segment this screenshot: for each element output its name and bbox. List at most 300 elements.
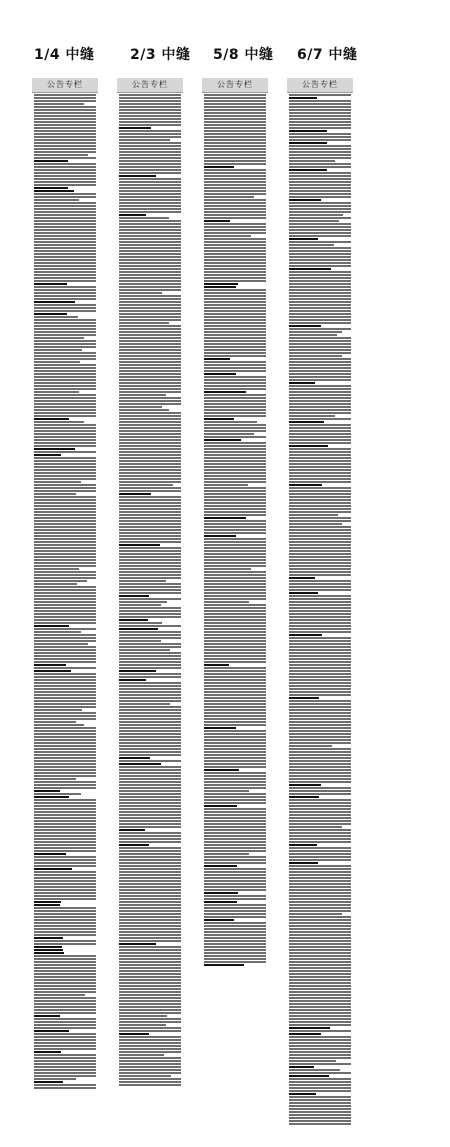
fine-print-line xyxy=(119,421,181,423)
fine-print-line xyxy=(34,775,96,777)
fine-print-line xyxy=(119,370,181,372)
fine-print-line xyxy=(34,532,96,534)
fine-print-line xyxy=(34,337,84,339)
fine-print-line xyxy=(289,568,351,570)
fine-print-line xyxy=(119,892,181,894)
fine-print-line xyxy=(204,643,266,645)
fine-print-line xyxy=(204,583,266,585)
fine-print-line xyxy=(289,676,351,678)
fine-print-line xyxy=(34,517,96,519)
fine-print-line xyxy=(34,841,96,843)
fine-print-line xyxy=(204,577,266,579)
fine-print-line xyxy=(119,1021,181,1023)
fine-print-line xyxy=(34,1048,96,1050)
fine-print-line xyxy=(289,874,351,876)
fine-print-line xyxy=(119,367,181,369)
column-title: 公告专栏 xyxy=(32,78,98,93)
fine-print-line xyxy=(34,853,66,855)
fine-print-line xyxy=(119,868,181,870)
fine-print-line xyxy=(34,427,96,429)
fine-print-line xyxy=(34,802,96,804)
fine-print-line xyxy=(34,883,96,885)
fine-print-line xyxy=(204,343,266,345)
fine-print-line xyxy=(34,124,96,126)
fine-print-line xyxy=(34,490,96,492)
fine-print-line xyxy=(204,364,266,366)
fine-print-line xyxy=(34,1051,61,1053)
fine-print-line xyxy=(34,538,96,540)
fine-print-line xyxy=(119,1036,181,1038)
fine-print-line xyxy=(119,820,181,822)
fine-print-line xyxy=(204,880,266,882)
fine-print-line xyxy=(119,598,181,600)
fine-print-line xyxy=(34,679,96,681)
fine-print-line xyxy=(119,700,181,702)
fine-print-line xyxy=(119,163,181,165)
fine-print-line xyxy=(34,460,96,462)
fine-print-line xyxy=(34,796,69,798)
fine-print-line xyxy=(34,616,96,618)
fine-print-line xyxy=(289,352,351,354)
fine-print-line xyxy=(34,259,96,261)
fine-print-line xyxy=(289,940,351,942)
fine-print-line xyxy=(119,778,181,780)
fine-print-line xyxy=(34,580,87,582)
fine-print-line xyxy=(289,1012,351,1014)
fine-print-line xyxy=(204,94,266,96)
fine-print-line xyxy=(119,397,181,399)
fine-print-line xyxy=(289,103,351,105)
fine-print-line xyxy=(119,913,181,915)
fine-print-line xyxy=(289,1111,351,1113)
fine-print-line xyxy=(204,463,266,465)
fine-print-line xyxy=(119,808,181,810)
fine-print-line xyxy=(34,598,96,600)
fine-print-line xyxy=(204,229,266,231)
fine-print-line xyxy=(204,406,266,408)
fine-print-line xyxy=(204,646,266,648)
fine-print-line xyxy=(204,544,266,546)
fine-print-line xyxy=(289,637,351,639)
fine-print-line xyxy=(34,385,96,387)
fine-print-line xyxy=(119,604,161,606)
fine-print-line xyxy=(119,805,181,807)
fine-print-line xyxy=(289,313,351,315)
fine-print-line xyxy=(289,463,351,465)
fine-print-line xyxy=(289,781,351,783)
fine-print-line xyxy=(289,409,351,411)
fine-print-line xyxy=(289,613,351,615)
fine-print-line xyxy=(34,595,96,597)
fine-print-line xyxy=(289,796,319,798)
fine-print-line xyxy=(34,274,96,276)
fine-print-line xyxy=(204,814,266,816)
fine-print-line xyxy=(34,607,96,609)
fine-print-line xyxy=(289,595,351,597)
fine-print-line xyxy=(204,568,251,570)
fine-print-line xyxy=(34,478,96,480)
fine-print-line xyxy=(119,178,181,180)
fine-print-line xyxy=(119,649,170,651)
fine-print-line xyxy=(119,544,160,546)
fine-print-line xyxy=(289,853,351,855)
fine-print-line xyxy=(289,694,351,696)
fine-print-line xyxy=(204,574,266,576)
fine-print-line xyxy=(204,598,266,600)
fine-print-line xyxy=(204,346,266,348)
fine-print-line xyxy=(204,811,266,813)
fine-print-line xyxy=(289,403,351,405)
fine-print-line xyxy=(34,874,96,876)
fine-print-line xyxy=(119,829,145,831)
fine-print-line xyxy=(119,742,181,744)
fine-print-line xyxy=(119,172,181,174)
fine-print-line xyxy=(204,133,266,135)
fine-print-line xyxy=(204,955,266,957)
fine-print-line xyxy=(34,1054,96,1056)
fine-print-line xyxy=(289,1033,321,1035)
fine-print-line xyxy=(289,1030,351,1032)
fine-print-line xyxy=(204,280,266,282)
fine-print-line xyxy=(289,121,351,123)
fine-print-line xyxy=(204,631,266,633)
fine-print-line xyxy=(204,139,266,141)
fine-print-line xyxy=(119,811,181,813)
fine-print-line xyxy=(34,994,85,996)
fine-print-line xyxy=(204,556,266,558)
fine-print-line xyxy=(119,1063,181,1065)
fine-print-line xyxy=(119,256,181,258)
fine-print-line xyxy=(119,985,181,987)
fine-print-line xyxy=(204,601,249,603)
fine-print-line xyxy=(289,670,351,672)
fine-print-line xyxy=(119,334,181,336)
fine-print-line xyxy=(289,1063,351,1065)
column-text-block xyxy=(289,93,351,1126)
fine-print-line xyxy=(289,619,351,621)
fine-print-line xyxy=(289,736,351,738)
fine-print-line xyxy=(119,142,181,144)
fine-print-line xyxy=(289,652,351,654)
fine-print-line xyxy=(204,220,230,222)
fine-print-line xyxy=(204,541,266,543)
fine-print-line xyxy=(34,397,96,399)
fine-print-line xyxy=(289,1057,351,1059)
fine-print-line xyxy=(289,211,351,213)
fine-print-line xyxy=(34,958,96,960)
fine-print-line xyxy=(289,370,351,372)
fine-print-line xyxy=(34,229,96,231)
fine-print-line xyxy=(204,307,266,309)
fine-print-line xyxy=(119,301,181,303)
fine-print-line xyxy=(289,361,351,363)
fine-print-line xyxy=(289,175,351,177)
fine-print-line xyxy=(289,655,351,657)
fine-print-line xyxy=(289,883,351,885)
fine-print-line xyxy=(119,874,181,876)
fine-print-line xyxy=(119,880,181,882)
fine-print-line xyxy=(34,238,96,240)
fine-print-line xyxy=(119,406,162,408)
fine-print-line xyxy=(289,184,351,186)
fine-print-line xyxy=(289,274,351,276)
fine-print-line xyxy=(204,505,266,507)
fine-print-line xyxy=(119,568,181,570)
fine-print-line xyxy=(204,538,266,540)
fine-print-line xyxy=(119,901,181,903)
fine-print-line xyxy=(289,505,351,507)
fine-print-line xyxy=(119,250,181,252)
fine-print-line xyxy=(119,1000,181,1002)
fine-print-line xyxy=(119,127,151,129)
fine-print-line xyxy=(34,265,96,267)
fine-print-line xyxy=(204,487,266,489)
fine-print-line xyxy=(34,439,96,441)
fine-print-line xyxy=(34,814,96,816)
fine-print-line xyxy=(119,889,181,891)
fine-print-line xyxy=(119,940,181,942)
fine-print-line xyxy=(119,697,181,699)
fine-print-line xyxy=(289,910,351,912)
fine-print-line xyxy=(289,778,351,780)
fine-print-line xyxy=(34,352,96,354)
fine-print-line xyxy=(204,874,266,876)
fine-print-line xyxy=(289,277,351,279)
fine-print-line xyxy=(119,766,181,768)
fine-print-line xyxy=(289,607,351,609)
fine-print-line xyxy=(34,928,96,930)
fine-print-line xyxy=(34,1069,96,1071)
fine-print-line xyxy=(34,1039,96,1041)
fine-print-line xyxy=(119,895,181,897)
fine-print-line xyxy=(289,823,351,825)
fine-print-line xyxy=(119,1081,181,1083)
fine-print-line xyxy=(34,514,96,516)
fine-print-line xyxy=(204,526,266,528)
fine-print-line xyxy=(119,316,181,318)
fine-print-line xyxy=(289,808,351,810)
fine-print-line xyxy=(34,979,96,981)
fine-print-line xyxy=(204,298,266,300)
fine-print-line xyxy=(34,496,96,498)
fine-print-line xyxy=(119,748,181,750)
fine-print-line xyxy=(119,676,181,678)
fine-print-line xyxy=(289,550,351,552)
fine-print-line xyxy=(289,649,351,651)
fine-print-line xyxy=(119,886,181,888)
fine-print-line xyxy=(289,292,351,294)
column-label-3: 5/8 中缝 xyxy=(213,47,274,63)
fine-print-line xyxy=(204,796,266,798)
fine-print-line xyxy=(204,862,266,864)
fine-print-line xyxy=(204,910,266,912)
fine-print-line xyxy=(289,349,351,351)
fine-print-line xyxy=(204,943,266,945)
fine-print-line xyxy=(34,589,96,591)
fine-print-line xyxy=(34,154,88,156)
fine-print-line xyxy=(119,523,181,525)
fine-print-line xyxy=(289,850,351,852)
fine-print-line xyxy=(119,433,181,435)
fine-print-line xyxy=(289,709,351,711)
fine-print-line xyxy=(119,97,181,99)
fine-print-line xyxy=(204,676,266,678)
fine-print-line xyxy=(119,337,181,339)
fine-print-line xyxy=(119,946,181,948)
fine-print-line xyxy=(204,418,234,420)
fine-print-line xyxy=(204,160,266,162)
fine-print-line xyxy=(204,115,266,117)
fine-print-line xyxy=(289,157,351,159)
fine-print-line xyxy=(119,430,181,432)
fine-print-line xyxy=(204,892,238,894)
fine-print-line xyxy=(289,1066,314,1068)
fine-print-line xyxy=(119,487,181,489)
fine-print-line xyxy=(34,175,96,177)
fine-print-line xyxy=(204,238,266,240)
fine-print-line xyxy=(289,331,342,333)
fine-print-line xyxy=(204,286,236,288)
fine-print-line xyxy=(34,925,96,927)
fine-print-line xyxy=(204,580,266,582)
fine-print-line xyxy=(204,316,266,318)
fine-print-line xyxy=(34,760,96,762)
fine-print-line xyxy=(119,517,181,519)
fine-print-line xyxy=(119,577,181,579)
fine-print-line xyxy=(204,592,266,594)
fine-print-line xyxy=(204,952,266,954)
fine-print-line xyxy=(34,856,96,858)
fine-print-line xyxy=(34,889,96,891)
fine-print-line xyxy=(289,400,351,402)
fine-print-line xyxy=(34,508,96,510)
fine-print-line xyxy=(204,514,266,516)
fine-print-line xyxy=(204,922,266,924)
fine-print-line xyxy=(204,733,266,735)
fine-print-line xyxy=(119,253,181,255)
fine-print-line xyxy=(119,751,181,753)
fine-print-line xyxy=(204,619,266,621)
fine-print-line xyxy=(119,724,181,726)
fine-print-line xyxy=(34,1009,96,1011)
fine-print-line xyxy=(119,643,181,645)
fine-print-line xyxy=(204,226,266,228)
fine-print-line xyxy=(119,289,181,291)
fine-print-line xyxy=(119,190,181,192)
fine-print-line xyxy=(289,1021,351,1023)
fine-print-line xyxy=(204,838,266,840)
fine-print-line xyxy=(34,634,96,636)
fine-print-line xyxy=(204,850,266,852)
fine-print-line xyxy=(204,901,237,903)
fine-print-line xyxy=(119,307,181,309)
fine-print-line xyxy=(34,1081,63,1083)
fine-print-line xyxy=(34,277,96,279)
fine-print-line xyxy=(289,373,351,375)
fine-print-line xyxy=(34,919,96,921)
fine-print-line xyxy=(289,181,351,183)
fine-print-line xyxy=(34,721,76,723)
fine-print-line xyxy=(119,238,181,240)
fine-print-line xyxy=(119,499,181,501)
fine-print-line xyxy=(34,742,96,744)
fine-print-line xyxy=(289,541,351,543)
fine-print-line xyxy=(289,478,351,480)
fine-print-line xyxy=(289,310,351,312)
fine-print-line xyxy=(289,757,351,759)
fine-print-line xyxy=(289,640,351,642)
fine-print-line xyxy=(289,1003,351,1005)
fine-print-line xyxy=(204,550,266,552)
fine-print-line xyxy=(119,100,181,102)
fine-print-line xyxy=(34,451,96,453)
fine-print-line xyxy=(289,436,351,438)
fine-print-line xyxy=(289,979,351,981)
fine-print-line xyxy=(204,946,266,948)
fine-print-line xyxy=(289,985,351,987)
fine-print-line xyxy=(289,1024,351,1026)
fine-print-line xyxy=(34,574,96,576)
fine-print-line xyxy=(119,208,181,210)
fine-print-line xyxy=(119,109,181,111)
fine-print-line xyxy=(34,688,96,690)
fine-print-line xyxy=(34,295,96,297)
fine-print-line xyxy=(34,412,96,414)
fine-print-line xyxy=(204,145,266,147)
fine-print-line xyxy=(204,244,266,246)
fine-print-line xyxy=(34,1015,60,1017)
fine-print-line xyxy=(289,664,351,666)
fine-print-line xyxy=(289,487,351,489)
fine-print-line xyxy=(289,1081,351,1083)
fine-print-line xyxy=(119,541,181,543)
fine-print-line xyxy=(119,496,181,498)
fine-print-line xyxy=(289,355,342,357)
fine-print-line xyxy=(204,535,236,537)
fine-print-line xyxy=(34,664,66,666)
fine-print-line xyxy=(34,709,82,711)
fine-print-line xyxy=(204,715,266,717)
fine-print-line xyxy=(34,808,96,810)
fine-print-line xyxy=(289,688,351,690)
fine-print-line xyxy=(289,130,327,132)
fine-print-line xyxy=(204,649,266,651)
fine-print-line xyxy=(34,625,69,627)
fine-print-line xyxy=(289,424,351,426)
fine-print-line xyxy=(289,169,327,171)
notice-column-2 xyxy=(117,78,183,1088)
fine-print-line xyxy=(289,1114,351,1116)
fine-print-line xyxy=(204,436,266,438)
fine-print-line xyxy=(204,397,266,399)
fine-print-line xyxy=(289,763,351,765)
fine-print-line xyxy=(34,871,96,873)
fine-print-line xyxy=(289,322,351,324)
fine-print-line xyxy=(119,454,181,456)
fine-print-line xyxy=(119,274,181,276)
fine-print-line xyxy=(119,817,181,819)
fine-print-line xyxy=(289,433,351,435)
fine-print-line xyxy=(289,880,351,882)
fine-print-line xyxy=(289,217,351,219)
fine-print-line xyxy=(34,676,96,678)
fine-print-line xyxy=(34,673,96,675)
fine-print-line xyxy=(289,178,351,180)
fine-print-line xyxy=(289,1075,329,1077)
fine-print-line xyxy=(204,832,266,834)
fine-print-line xyxy=(119,388,181,390)
fine-print-line xyxy=(34,973,96,975)
